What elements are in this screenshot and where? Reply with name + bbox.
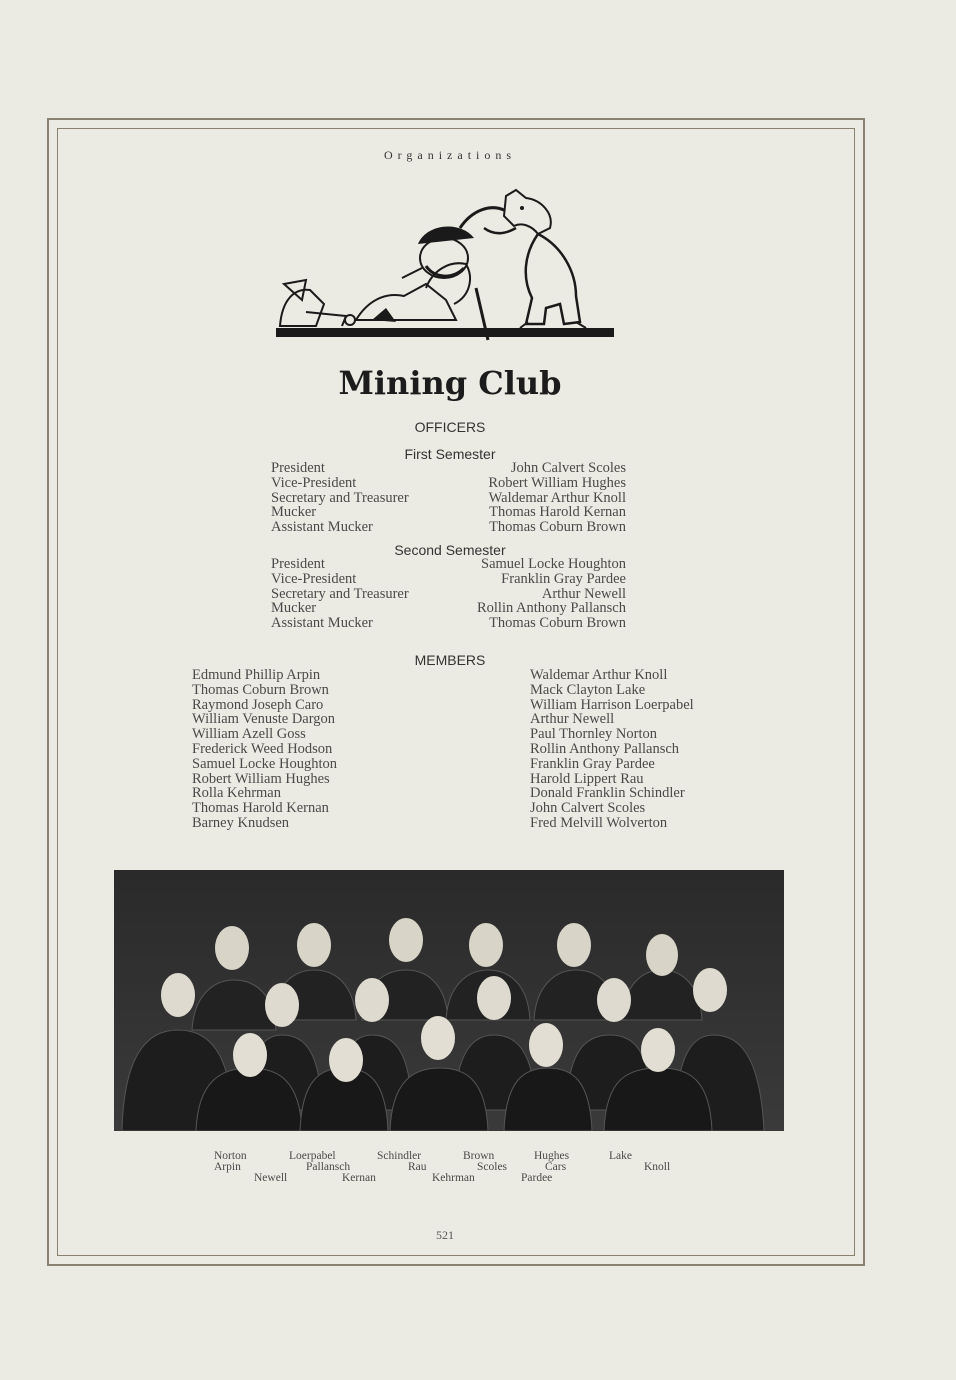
front-row-figures bbox=[196, 1068, 712, 1131]
member-name: Barney Knudsen bbox=[192, 814, 290, 831]
second-semester-officers bbox=[271, 557, 626, 631]
member-name: William Harrison Loerpabel bbox=[530, 696, 694, 713]
caption-name: Arpin bbox=[214, 1161, 241, 1173]
member-name: Fred Melvill Wolverton bbox=[530, 814, 668, 831]
caption-name: Cars bbox=[545, 1161, 567, 1173]
member-name: Waldemar Arthur Knoll bbox=[530, 667, 668, 683]
caption-name: Newell bbox=[254, 1172, 288, 1184]
caption-name: Kernan bbox=[342, 1172, 376, 1184]
caption-name: Lake bbox=[609, 1150, 632, 1162]
officer-role: Mucker bbox=[271, 600, 317, 617]
caption-name: Brown bbox=[463, 1150, 495, 1162]
officer-role: Vice-President bbox=[271, 570, 357, 587]
officer-role: President bbox=[271, 460, 325, 476]
caption-name: Pallansch bbox=[306, 1161, 351, 1173]
officer-name: Waldemar Arthur Knoll bbox=[488, 489, 626, 506]
member-name: Frederick Weed Hodson bbox=[192, 740, 333, 757]
photo-caption-row bbox=[0, 1172, 956, 1184]
caption-name: Norton bbox=[214, 1150, 247, 1162]
member-name: Arthur Newell bbox=[530, 711, 615, 728]
officer-name: Samuel Locke Houghton bbox=[481, 556, 626, 572]
officer-row bbox=[271, 476, 626, 491]
member-name: William Venuste Dargon bbox=[192, 711, 336, 728]
officer-row bbox=[271, 557, 626, 572]
officer-name: Arthur Newell bbox=[541, 585, 626, 602]
group-photo bbox=[114, 870, 784, 1131]
caption-name: Schindler bbox=[377, 1150, 422, 1162]
member-name: John Calvert Scoles bbox=[530, 800, 646, 817]
caption-name: Knoll bbox=[644, 1161, 671, 1173]
member-name: Paul Thornley Norton bbox=[530, 726, 657, 743]
section-label: Organizations bbox=[383, 148, 517, 162]
officer-role: Secretary and Treasurer bbox=[271, 585, 409, 602]
caption-name: Hughes bbox=[534, 1150, 570, 1162]
officers-heading: OFFICERS bbox=[414, 419, 486, 435]
member-name: Rollin Anthony Pallansch bbox=[530, 740, 680, 757]
member-name: Franklin Gray Pardee bbox=[530, 755, 655, 772]
members-list-right bbox=[530, 668, 790, 831]
second-semester-heading: Second Semester bbox=[394, 542, 506, 558]
officer-row bbox=[271, 461, 626, 476]
member-name: Mack Clayton Lake bbox=[530, 681, 646, 698]
member-name: Robert William Hughes bbox=[192, 770, 330, 787]
officer-row bbox=[271, 616, 626, 631]
officer-name: Thomas Coburn Brown bbox=[489, 519, 626, 536]
member-name: Samuel Locke Houghton bbox=[192, 755, 337, 772]
caption-name: Kehrman bbox=[432, 1172, 475, 1184]
officer-row bbox=[271, 520, 626, 535]
officer-row bbox=[271, 601, 626, 616]
member-name: Donald Franklin Schindler bbox=[530, 785, 685, 802]
officer-role: Mucker bbox=[271, 504, 317, 521]
member-name: Thomas Harold Kernan bbox=[192, 800, 329, 817]
member-name: Harold Lippert Rau bbox=[530, 770, 644, 787]
member-name: Raymond Joseph Caro bbox=[192, 696, 324, 713]
officer-name: Franklin Gray Pardee bbox=[501, 570, 626, 587]
caption-name: Scoles bbox=[477, 1161, 508, 1173]
officer-row bbox=[271, 572, 626, 587]
caption-name: Pardee bbox=[521, 1172, 553, 1184]
officer-name: Thomas Harold Kernan bbox=[489, 504, 626, 521]
first-semester-officers bbox=[271, 461, 626, 535]
officer-role: Vice-President bbox=[271, 474, 357, 491]
caption-name: Loerpabel bbox=[289, 1150, 336, 1162]
members-heading: MEMBERS bbox=[414, 652, 486, 668]
officer-row bbox=[271, 587, 626, 602]
member-name: Edmund Phillip Arpin bbox=[192, 667, 321, 683]
officer-row bbox=[271, 505, 626, 520]
officer-name: Rollin Anthony Pallansch bbox=[476, 600, 626, 617]
officer-role: President bbox=[271, 556, 325, 572]
members-list-left bbox=[192, 668, 452, 831]
page-number: 521 bbox=[436, 1228, 454, 1242]
officer-role: Secretary and Treasurer bbox=[271, 489, 409, 506]
first-semester-heading: First Semester bbox=[404, 446, 496, 462]
officer-role: Assistant Mucker bbox=[271, 615, 373, 632]
member-name: Rolla Kehrman bbox=[192, 785, 281, 802]
officer-role: Assistant Mucker bbox=[271, 519, 373, 536]
miner-and-bear-illustration bbox=[276, 188, 616, 344]
officer-name: John Calvert Scoles bbox=[510, 460, 626, 476]
member-name: Thomas Coburn Brown bbox=[192, 681, 329, 698]
officer-row bbox=[271, 491, 626, 506]
officer-name: Thomas Coburn Brown bbox=[489, 615, 626, 632]
officer-name: Robert William Hughes bbox=[488, 474, 626, 491]
caption-name: Rau bbox=[408, 1161, 427, 1173]
club-title: Mining Club bbox=[338, 364, 562, 402]
member-name: William Azell Goss bbox=[192, 726, 306, 743]
